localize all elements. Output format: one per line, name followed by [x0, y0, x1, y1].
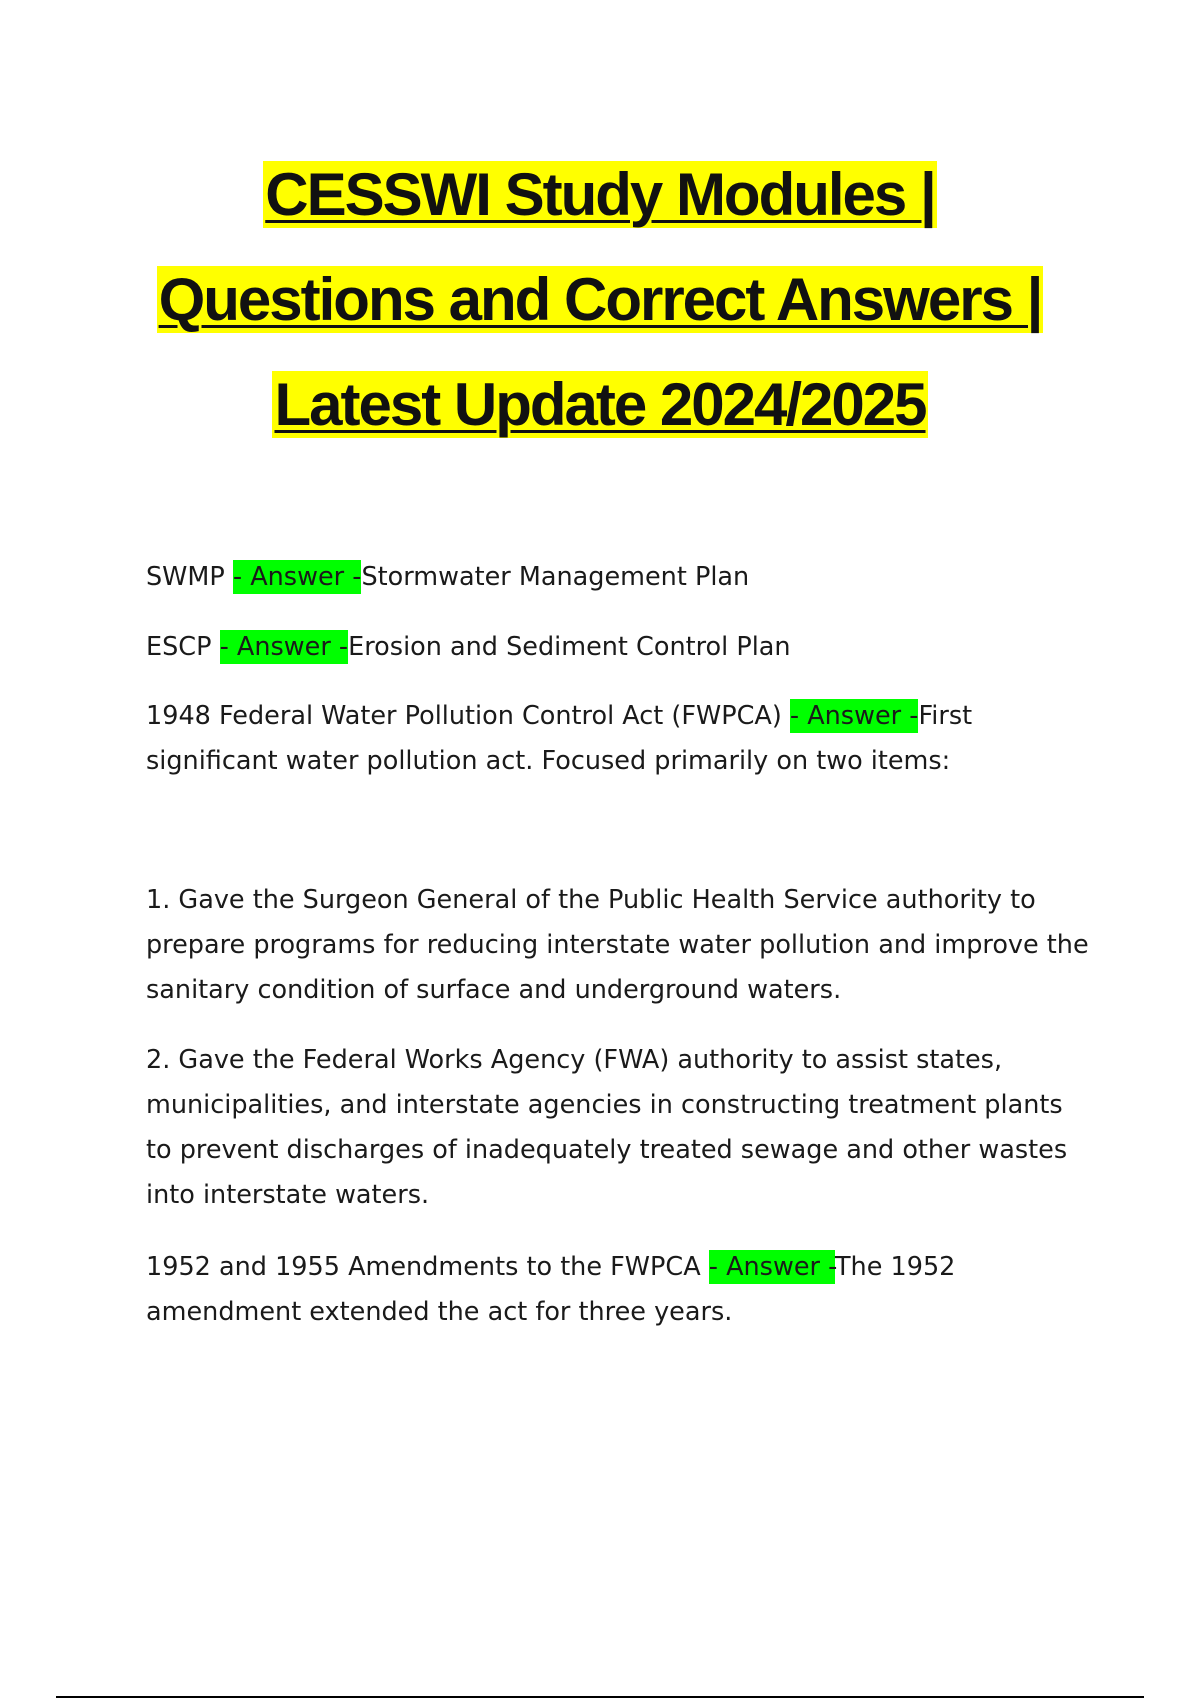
- answer-text: Stormwater Management Plan: [361, 562, 750, 592]
- qa-entry-swmp: [146, 555, 1096, 600]
- answer-text: Erosion and Sediment Control Plan: [348, 632, 791, 662]
- answer-tag: - Answer -: [789, 701, 919, 731]
- list-item-text: 2. Gave the Federal Works Agency (FWA) authority to assist states, municipalities, and interstate agencies in constructing treatment plants to prevent discharges of inadequately treated sewage and other wastes into interstate waters.: [146, 1045, 1068, 1210]
- title-line-2: [0, 247, 1200, 352]
- qa-entry-escp: [146, 625, 1096, 670]
- answer-tag: - Answer -: [232, 562, 362, 592]
- title-line-3: [0, 352, 1200, 457]
- title-text-1: CESSWI Study Modules |: [265, 161, 935, 228]
- title-text-2: Questions and Correct Answers |: [158, 266, 1042, 333]
- title-line-1: [0, 142, 1200, 247]
- title-text-3: Latest Update 2024/2025: [274, 371, 926, 438]
- list-item-1: [146, 878, 1096, 1013]
- answer-tag: - Answer -: [708, 1252, 835, 1282]
- term-text: SWMP: [146, 562, 233, 592]
- list-item-text: 1. Gave the Surgeon General of the Public Health Service authority to prepare programs for reducing interstate water pollution and improve the sanitary condition of surface and underground waters.: [146, 885, 1089, 1005]
- term-text: 1948 Federal Water Pollution Control Act (FWPCA): [146, 701, 790, 731]
- qa-entry-amendments: [146, 1245, 1096, 1335]
- qa-entry-fwpca-1948: [146, 694, 1096, 784]
- answer-tag: - Answer -: [219, 632, 349, 662]
- list-item-2: [146, 1038, 1096, 1218]
- document-title: [0, 142, 1200, 457]
- term-text: 1952 and 1955 Amendments to the FWPCA: [146, 1252, 709, 1282]
- answer-text: First significant water pollution act. Focused primarily on two items:: [146, 701, 973, 776]
- footer-divider: [56, 1696, 1144, 1698]
- answer-text: The 1952 amendment extended the act for three years.: [146, 1252, 956, 1327]
- term-text: ESCP: [146, 632, 220, 662]
